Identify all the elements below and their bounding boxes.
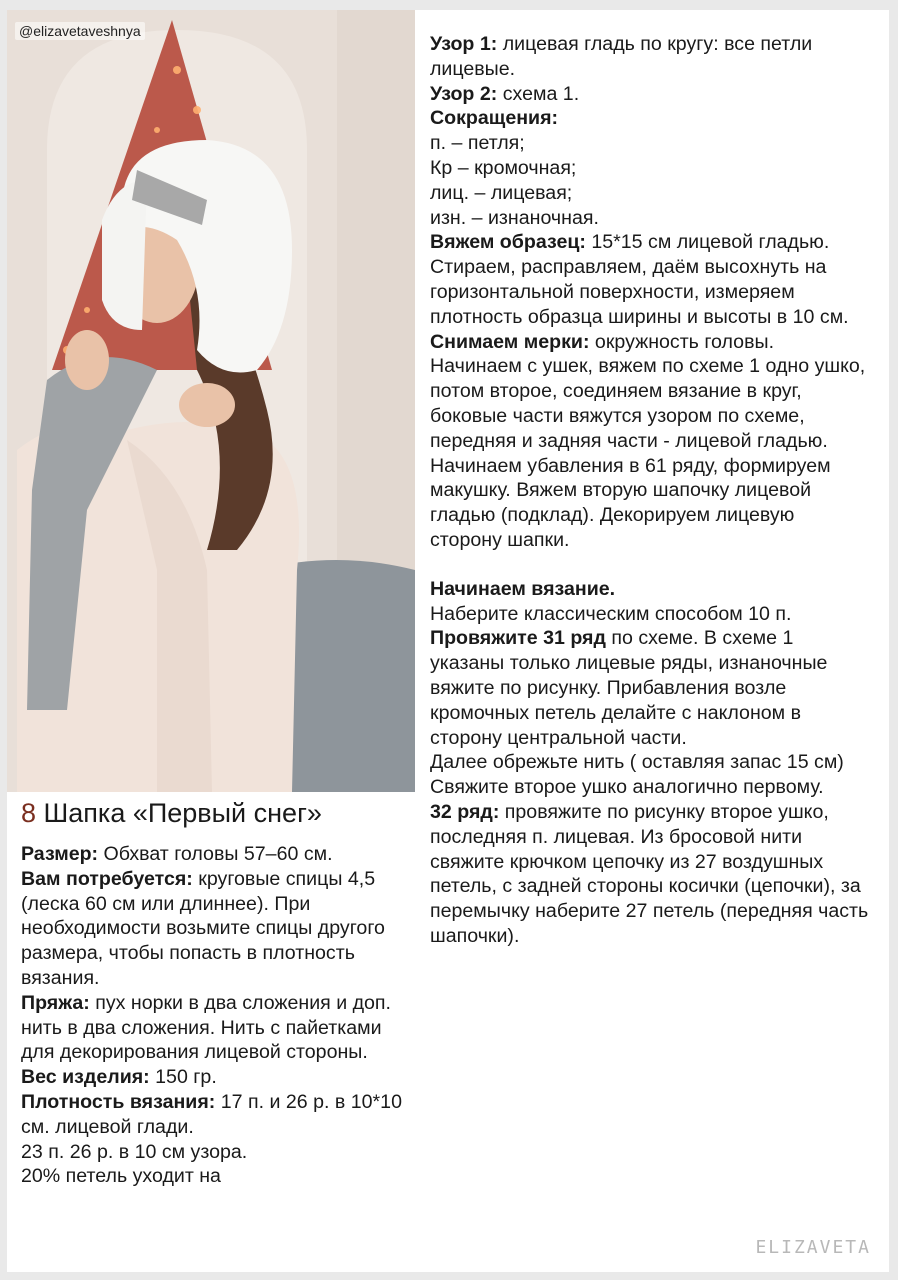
density-label: Плотность вязания: (21, 1090, 216, 1113)
pattern2-text: схема 1. (497, 82, 580, 105)
measure-paragraph (430, 330, 870, 553)
abbreviations-heading (430, 106, 870, 131)
abbreviation-item: Кр – кромочная; (430, 156, 577, 179)
weight-text: 150 гр. (149, 1066, 217, 1089)
author-handle: @elizavetaveshnya (15, 22, 145, 40)
row31-paragraph (430, 626, 870, 750)
row32-paragraph (430, 800, 870, 949)
pattern-title (21, 796, 413, 830)
abbreviations-label: Сокращения: (430, 107, 559, 130)
materials-text: круговые спицы 4,5 (леска 60 см или длиннее). При необходимости возьмите спицы другого размера, чтобы попасть в плотность вязания. (21, 867, 385, 989)
pattern-number: 8 (21, 798, 37, 828)
abbreviation-item: лиц. – лицевая; (430, 181, 573, 204)
weight-paragraph (21, 1065, 413, 1090)
right-text-column (430, 32, 870, 949)
density-line-3: 20% петель уходит на (21, 1165, 221, 1188)
row32-text: провяжите по рисунку второе ушко, последняя п. лицевая. Из бросовой нити свяжите крючком цепочку из 27 воздушных петель, с задней стороны косички (цепочки), за перемычку наберите 27 петель (передняя часть шапочки). (430, 800, 869, 947)
photo-illustration (7, 10, 415, 792)
yarn-label: Пряжа: (21, 991, 90, 1014)
paragraph-gap (430, 553, 870, 577)
sample-label: Вяжем образец: (430, 231, 586, 254)
row32-label: 32 ряд: (430, 800, 500, 823)
pattern-title-text: Шапка «Первый снег» (43, 798, 322, 828)
second-ear-paragraph: Свяжите второе ушко аналогично первому. (430, 776, 824, 799)
density-text: 17 п. и 26 р. в 10*10 см. лицевой глади. (21, 1090, 402, 1138)
weight-label: Вес изделия: (21, 1066, 150, 1089)
abbreviation-item: п. – петля; (430, 132, 525, 155)
cast-on-paragraph: Наберите классическим способом 10 п. (430, 602, 792, 625)
wash-paragraph: Стираем, расправляем, даём высохнуть на горизонтальной поверхности, измеряем плотность образца ширины и высоты в 10 см. (430, 256, 849, 328)
yarn-paragraph (21, 991, 413, 1065)
measure-label: Снимаем мерки: (430, 330, 590, 353)
cut-paragraph: Далее обрежьте нить ( оставляя запас 15 см) (430, 751, 844, 774)
brand-watermark: ELIZAVETA (755, 1237, 871, 1258)
size-paragraph (21, 842, 413, 867)
left-text-column (21, 796, 413, 1189)
size-text: Обхват головы 57–60 см. (98, 843, 333, 865)
pattern1-text: лицевая гладь по кругу: все петли лицевые. (430, 33, 813, 80)
pattern1-paragraph (430, 32, 870, 82)
abbreviation-item: изн. – изнаночная. (430, 206, 599, 229)
pattern1-label: Узор 1: (430, 33, 498, 55)
row31-text: по схеме. В схеме 1 указаны только лицевые ряды, изнаночные вяжите по рисунку. Прибавления возле кромочных петель делайте с наклоном в сторону центральной части. (430, 627, 828, 749)
page (7, 10, 889, 1272)
pattern2-paragraph (430, 82, 870, 107)
density-paragraph (21, 1090, 413, 1140)
sample-text: 15*15 см лицевой гладью. (585, 231, 830, 254)
materials-paragraph (21, 867, 413, 991)
pattern2-label: Узор 2: (430, 82, 498, 105)
size-label: Размер: (21, 843, 99, 865)
materials-label: Вам потребуется: (21, 867, 193, 890)
row31-label: Провяжите 31 ряд (430, 627, 606, 650)
yarn-text: пух норки в два сложения и доп. нить в два сложения. Нить с пайетками для декорирования лицевой стороны. (21, 991, 391, 1064)
model-photo (7, 10, 415, 792)
sample-paragraph (430, 230, 870, 255)
start-heading (430, 577, 870, 602)
start-label: Начинаем вязание. (430, 577, 616, 600)
measure-text: окружность головы. Начинаем с ушек, вяжем по схеме 1 одно ушко, потом второе, соединяем вязание в круг, боковые части вяжутся узором по схеме, передняя и задняя части - лицевой гладью. Начинаем убавления в 61 ряду, формируем макушку. Вяжем вторую шапочку лицевой гладью (подклад). Декорируем лицевую сторону шапки. (430, 330, 866, 551)
density-line-2: 23 п. 26 р. в 10 см узора. (21, 1140, 248, 1163)
